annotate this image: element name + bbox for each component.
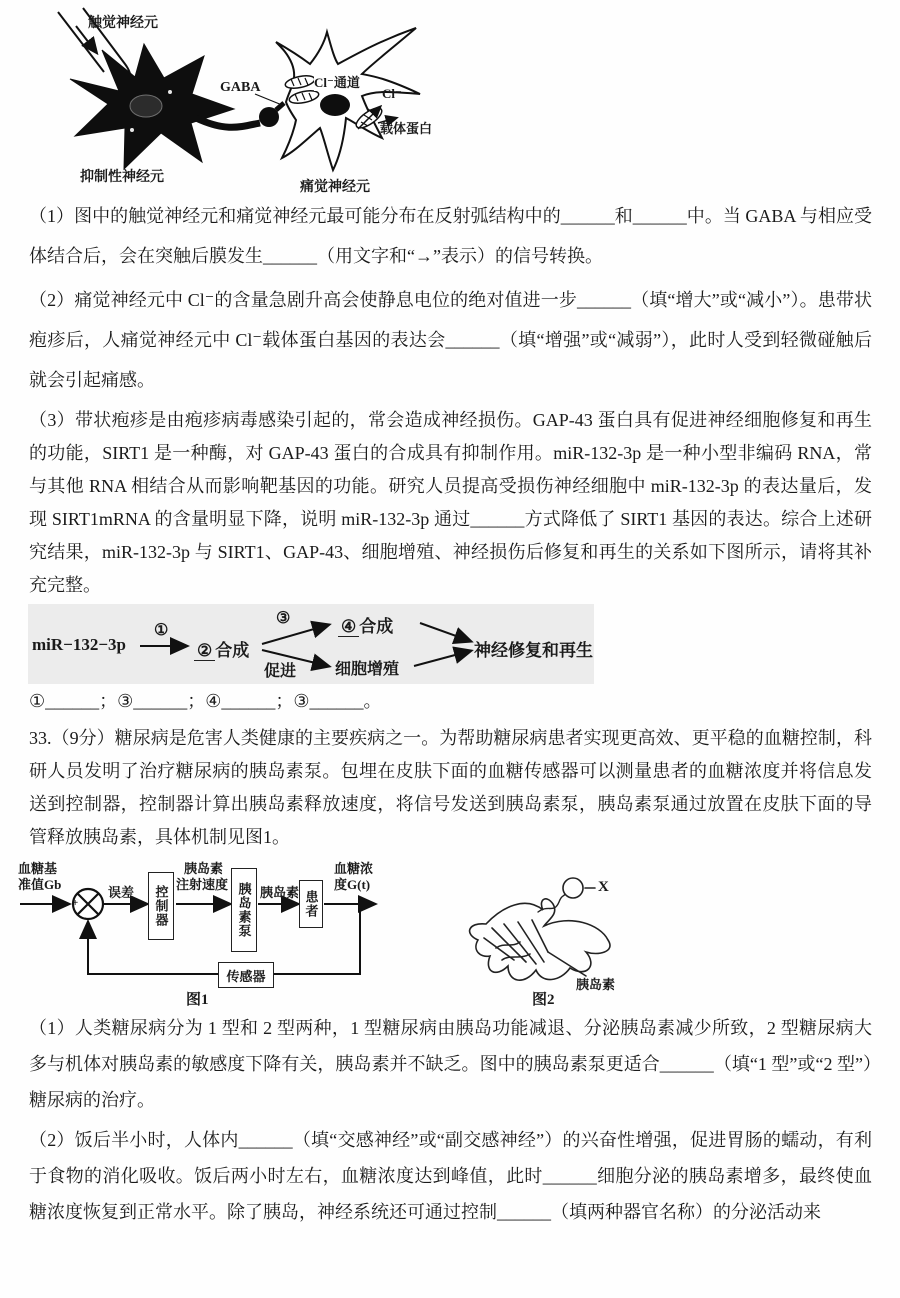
cl-channel-label: Cl⁻通道 bbox=[314, 72, 360, 91]
flow-node2-blank: ② bbox=[194, 641, 215, 661]
inhibitory-neuron-shape bbox=[70, 44, 284, 169]
touch-neuron-label: 触觉神经元 bbox=[88, 16, 158, 31]
q32-answer-blanks: ①______；③______；④______；③______。 bbox=[29, 691, 382, 711]
q32-part2-text: （2）痛觉神经元中 Cl⁻的含量急剧升高会使静息电位的绝对值进一步______（填“增大”或“减小”）。患带状疱疹后，人痛觉神经元中 Cl⁻载体蛋白基因的表达会______（填“增强”或“减弱”），此时人受到轻微碰触后就会引起痛感。 bbox=[29, 290, 872, 390]
pain-neuron-label: 痛觉神经元 bbox=[300, 180, 370, 195]
comparator-plus: + bbox=[72, 897, 79, 909]
fig1-insulin-label: 胰岛素 bbox=[260, 885, 300, 900]
fig1-pump-box: 胰岛素泵 bbox=[231, 868, 257, 952]
fig1-controller-box: 控制器 bbox=[148, 872, 174, 940]
comparator-minus: − bbox=[80, 911, 87, 925]
fig1-rate-line1: 胰岛素 bbox=[184, 861, 224, 876]
fig1-patient-box: 患者 bbox=[299, 880, 323, 928]
figure1-caption: 图1 bbox=[186, 992, 209, 1008]
fig1-output-line2: 度G(t) bbox=[334, 877, 371, 892]
fig1-output-line1: 血糖浓 bbox=[334, 861, 374, 876]
q33-part2-text: （2）饭后半小时，人体内______（填“交感神经”或“副交感神经”）的兴奋性增强，促进胃肠的蠕动，有利于食物的消化吸收。饭后两小时左右，血糖浓度达到峰值，此时______细胞分泌的胰岛素增多，最终使血糖浓度恢复到正常水平。除了胰岛，神经系统还可通过控制______（填两种器官名称）的分泌活动来 bbox=[29, 1130, 872, 1222]
flow-arrow3-label: ③ bbox=[276, 610, 291, 627]
fig2-x-label: X bbox=[598, 879, 609, 895]
figure2-caption: 图2 bbox=[532, 992, 555, 1008]
fig1-rate-line2: 注射速度 bbox=[176, 877, 229, 892]
figure2 bbox=[448, 864, 648, 1008]
flow-promote-label: 促进 bbox=[264, 663, 297, 680]
flow-arrow1-label: ① bbox=[154, 622, 169, 639]
inhibitory-neuron-label: 抑制性神经元 bbox=[80, 170, 164, 185]
flow-start: miR−132−3p bbox=[32, 635, 126, 654]
flow-node4 bbox=[338, 612, 393, 637]
flow-end: 神经修复和再生 bbox=[474, 641, 593, 660]
fig2-insulin-label: 胰岛素 bbox=[576, 977, 616, 992]
carrier-protein-label: 载体蛋白 bbox=[380, 121, 433, 136]
q33-part1-text: （1）人类糖尿病分为 1 型和 2 型两种，1 型糖尿病由胰岛功能减退、分泌胰岛素减少所致，2 型糖尿病大多与机体对胰岛素的敏感度下降有关，胰岛素并不缺乏。图中的胰岛素泵更适合______（填“1 型”或“2 型”）糖尿病的治疗。 bbox=[29, 1018, 872, 1110]
q32-part1-text: （1）图中的触觉神经元和痛觉神经元最可能分布在反射弧结构中的______和______中。当 GABA 与相应受体结合后，会在突触后膜发生______（用文字和“→”表示）的信号转换。 bbox=[29, 206, 872, 266]
flow-proliferation: 细胞增殖 bbox=[335, 661, 400, 678]
cl-ion-label: Cl⁻ bbox=[382, 86, 402, 101]
fig1-sensor-box: 传感器 bbox=[218, 962, 274, 988]
pancreas-shape bbox=[470, 878, 610, 980]
flow-node4-blank: ④ bbox=[338, 617, 359, 637]
q33-intro-text: 33.（9分）糖尿病是危害人类健康的主要疾病之一。为帮助糖尿病患者实现更高效、更平稳的血糖控制，科研人员发明了治疗糖尿病的胰岛素泵。包埋在皮肤下面的血糖传感器可以测量患者的血糖浓度并将信息发送到控制器，控制器计算出胰岛素释放速度，将信号发送到胰岛素泵，胰岛素泵通过放置在皮肤下面的导管释放胰岛素，具体机制见图1。 bbox=[29, 728, 872, 847]
flow-node2 bbox=[194, 636, 249, 661]
flow-node2-word: 合成 bbox=[215, 641, 250, 660]
fig1-input-line2: 准值Gb bbox=[18, 877, 62, 892]
gaba-label: GABA bbox=[220, 80, 261, 95]
figure1 bbox=[18, 856, 390, 1008]
fig1-error-label: 误差 bbox=[108, 885, 135, 900]
figure2-drawing bbox=[448, 864, 648, 1004]
fig1-input-line1: 血糖基 bbox=[18, 861, 58, 876]
neuron-figure bbox=[28, 6, 433, 195]
flow-node4-word: 合成 bbox=[359, 617, 394, 636]
mir-flow-diagram bbox=[28, 604, 594, 684]
q32-part3-text: （3）带状疱疹是由疱疹病毒感染引起的，常会造成神经损伤。GAP-43 蛋白具有促进神经细胞修复和再生的功能，SIRT1 是一种酶，对 GAP-43 蛋白的合成具有抑制作用。miR-132-3p 是一种小型非编码 RNA，常与其他 RNA 相结合从而影响靶基因的功能。研究人员提高受损伤神经细胞中 miR-132-3p 的表达量后，发现 SIRT1mRNA 的含量明显下降，说明 miR-132-3p 通过______方式降低了 SIRT1 基因的表达。综合上述研究结果，miR-132-3p 与 SIRT1、GAP-43、细胞增殖、神经损伤后修复和再生的关系如下图所示，请将其补充完整。 bbox=[29, 410, 872, 595]
